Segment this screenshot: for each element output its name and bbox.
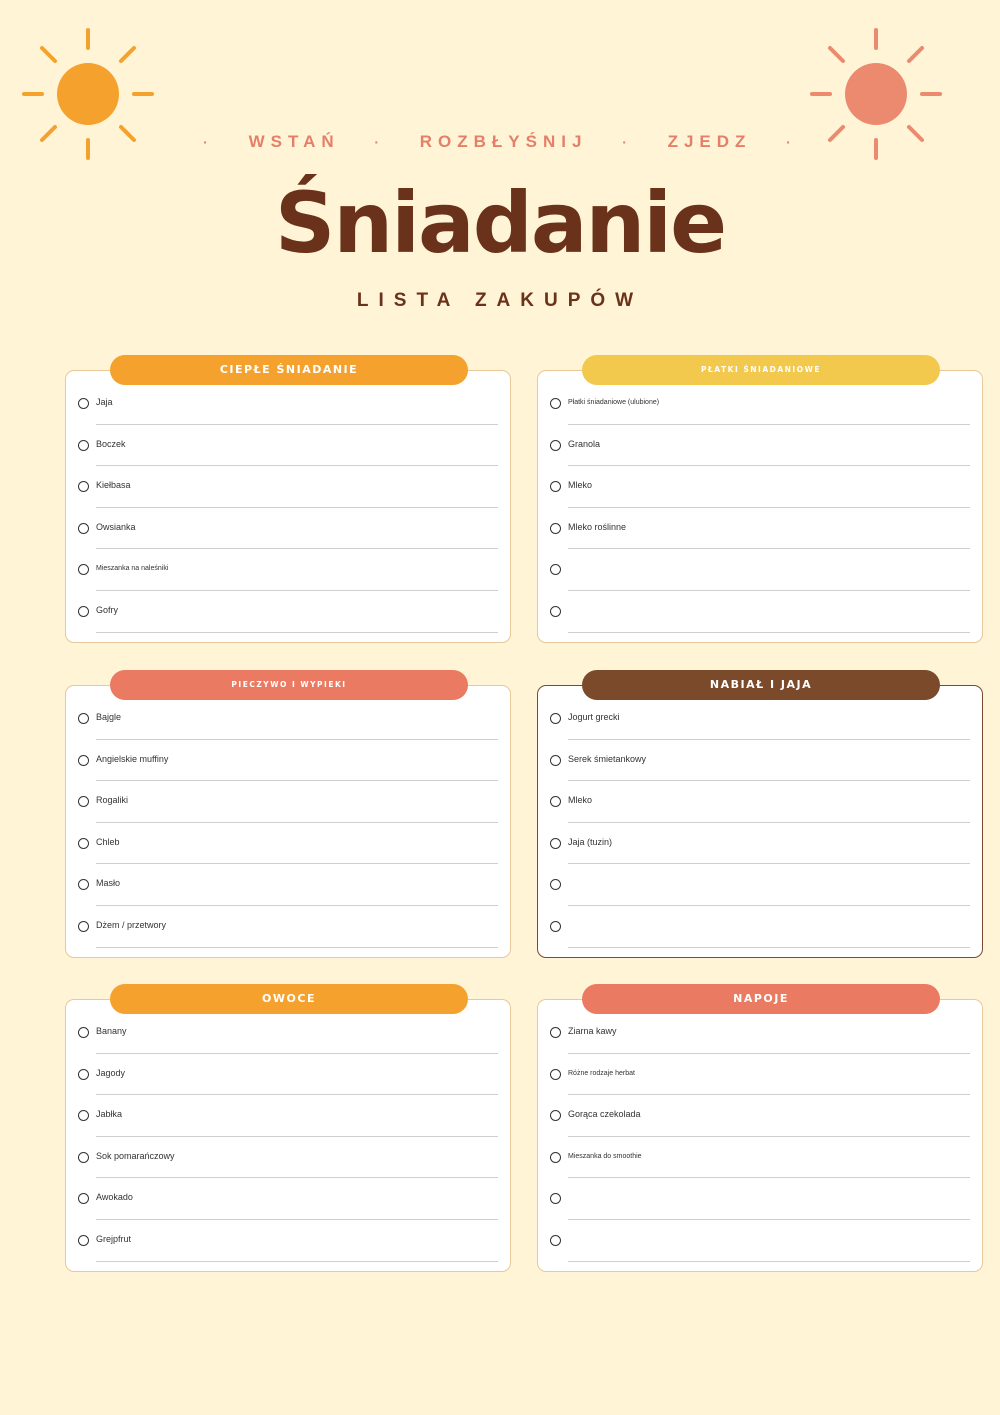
list-item	[66, 1012, 510, 1054]
list-item	[538, 906, 982, 948]
tagline-word: ROZBŁYŚNIJ	[419, 132, 588, 151]
list-item	[66, 781, 510, 823]
list-item	[66, 698, 510, 740]
list-item	[538, 1012, 982, 1054]
checkbox[interactable]	[78, 755, 89, 766]
list-item-label: Mleko	[568, 795, 593, 806]
list-item	[538, 781, 982, 823]
checkbox[interactable]	[550, 481, 561, 492]
list-item	[538, 740, 982, 782]
list-item	[538, 425, 982, 467]
list-card	[65, 680, 511, 958]
checkbox[interactable]	[78, 1110, 89, 1121]
list-item-label: Płatki śniadaniowe (ulubione)	[568, 399, 660, 406]
list-item	[66, 508, 510, 550]
list-item-label: Jagody	[96, 1067, 126, 1078]
list-item-label: Różne rodzaje herbat	[568, 1069, 635, 1077]
list-item	[66, 1137, 510, 1179]
checkbox[interactable]	[550, 1027, 561, 1038]
list-item	[538, 1178, 982, 1220]
checkbox[interactable]	[550, 921, 561, 932]
checkbox[interactable]	[550, 755, 561, 766]
checkbox[interactable]	[78, 523, 89, 534]
list-item	[538, 823, 982, 865]
list-item-label: Sok pomarańczowy	[96, 1150, 175, 1161]
list-item	[66, 740, 510, 782]
checkbox[interactable]	[78, 921, 89, 932]
list-title: PŁATKI ŚNIADANIOWE	[582, 355, 940, 385]
checkbox[interactable]	[78, 713, 89, 724]
list-item	[538, 1137, 982, 1179]
list-title: OWOCE	[110, 984, 468, 1014]
list-item	[538, 1054, 982, 1096]
list-item-label: Rogaliki	[96, 795, 129, 806]
tagline-dot: ·	[622, 134, 633, 150]
checkbox[interactable]	[78, 564, 89, 575]
list-item	[66, 864, 510, 906]
checkbox[interactable]	[78, 1152, 89, 1163]
checkbox[interactable]	[550, 1235, 561, 1246]
list-card	[65, 363, 511, 643]
checkbox[interactable]	[78, 481, 89, 492]
checkbox[interactable]	[78, 1069, 89, 1080]
checkbox[interactable]	[550, 796, 561, 807]
checkbox[interactable]	[78, 606, 89, 617]
checkbox[interactable]	[78, 838, 89, 849]
list-title: CIEPŁE ŚNIADANIE	[110, 355, 468, 385]
list-item-label: Jaja (tuzin)	[568, 836, 613, 847]
list-item-label: Boczek	[96, 438, 126, 449]
checkbox[interactable]	[550, 879, 561, 890]
checkbox[interactable]	[78, 1027, 89, 1038]
writing-line	[568, 947, 970, 948]
checkbox[interactable]	[78, 440, 89, 451]
list-item	[66, 1178, 510, 1220]
writing-line	[568, 632, 970, 633]
list-item	[538, 864, 982, 906]
checkbox[interactable]	[550, 1152, 561, 1163]
list-item	[66, 1095, 510, 1137]
list-item-label: Masło	[96, 878, 121, 889]
list-item	[538, 549, 982, 591]
list-item-label: Angielskie muffiny	[96, 753, 169, 764]
list-card	[65, 992, 511, 1272]
writing-line	[96, 1261, 498, 1262]
list-title: PIECZYWO I WYPIEKI	[110, 670, 468, 700]
list-card	[537, 365, 983, 643]
list-item	[538, 508, 982, 550]
list-item-label: Ziarna kawy	[568, 1026, 617, 1036]
list-item-label: Mieszanka na naleśniki	[96, 565, 169, 573]
list-title: NABIAŁ I JAJA	[582, 670, 940, 700]
list-item-label: Gofry	[96, 604, 119, 615]
list-item	[66, 823, 510, 865]
list-title: NAPOJE	[582, 984, 940, 1014]
checkbox[interactable]	[78, 796, 89, 807]
checkbox[interactable]	[550, 1110, 561, 1121]
list-item	[66, 383, 510, 425]
checkbox[interactable]	[78, 1235, 89, 1246]
checkbox[interactable]	[550, 440, 561, 451]
writing-line	[568, 1261, 970, 1262]
list-item	[538, 383, 982, 425]
checkbox[interactable]	[550, 1069, 561, 1080]
list-item-label: Banany	[96, 1026, 127, 1036]
list-item	[66, 425, 510, 467]
list-item-label: Mleko	[568, 480, 593, 491]
list-item	[538, 1095, 982, 1137]
list-item-label: Mieszanka do smoothie	[568, 1152, 642, 1160]
list-item-label: Jaja	[96, 397, 113, 407]
list-item	[538, 591, 982, 633]
tagline-dot: ·	[203, 134, 214, 150]
list-item-label: Jogurt grecki	[568, 712, 620, 722]
list-item	[538, 698, 982, 740]
checkbox[interactable]	[550, 838, 561, 849]
list-item-label: Gorąca czekolada	[568, 1109, 641, 1120]
checkbox[interactable]	[550, 713, 561, 724]
list-item-label: Grejpfrut	[96, 1233, 132, 1244]
list-item	[66, 591, 510, 633]
checkbox[interactable]	[550, 1193, 561, 1204]
list-card	[537, 678, 983, 958]
list-item-label: Mleko roślinne	[568, 521, 627, 532]
checkbox[interactable]	[78, 398, 89, 409]
list-item-label: Chleb	[96, 836, 120, 847]
page-title: Śniadanie	[274, 174, 726, 272]
list-item-label: Kiełbasa	[96, 480, 131, 491]
page-subtitle: LISTA ZAKUPÓW	[356, 290, 644, 311]
checkbox[interactable]	[550, 398, 561, 409]
list-item-label: Dżem / przetwory	[96, 919, 167, 930]
checkbox[interactable]	[550, 606, 561, 617]
list-item-label: Awokado	[96, 1192, 133, 1203]
tagline-dot: ·	[786, 134, 797, 150]
list-item-label: Serek śmietankowy	[568, 753, 647, 764]
list-item-label: Bajgle	[96, 712, 122, 722]
list-item	[538, 1220, 982, 1262]
tagline-dot: ·	[374, 134, 386, 150]
list-item	[66, 466, 510, 508]
list-item	[66, 906, 510, 948]
list-item	[66, 1054, 510, 1096]
list-card	[537, 992, 983, 1272]
tagline-word: WSTAŃ	[248, 132, 340, 151]
list-item	[66, 549, 510, 591]
list-item-label: Jabłka	[96, 1109, 123, 1120]
list-item-label: Owsianka	[96, 521, 136, 532]
checkbox[interactable]	[550, 523, 561, 534]
tagline	[0, 132, 1000, 152]
list-item	[538, 466, 982, 508]
checkbox[interactable]	[550, 564, 561, 575]
writing-line	[96, 632, 498, 633]
list-item-label: Granola	[568, 438, 601, 449]
checkbox[interactable]	[78, 1193, 89, 1204]
tagline-word: ZJEDZ	[667, 132, 752, 151]
writing-line	[96, 947, 498, 948]
checkbox[interactable]	[78, 879, 89, 890]
list-item	[66, 1220, 510, 1262]
